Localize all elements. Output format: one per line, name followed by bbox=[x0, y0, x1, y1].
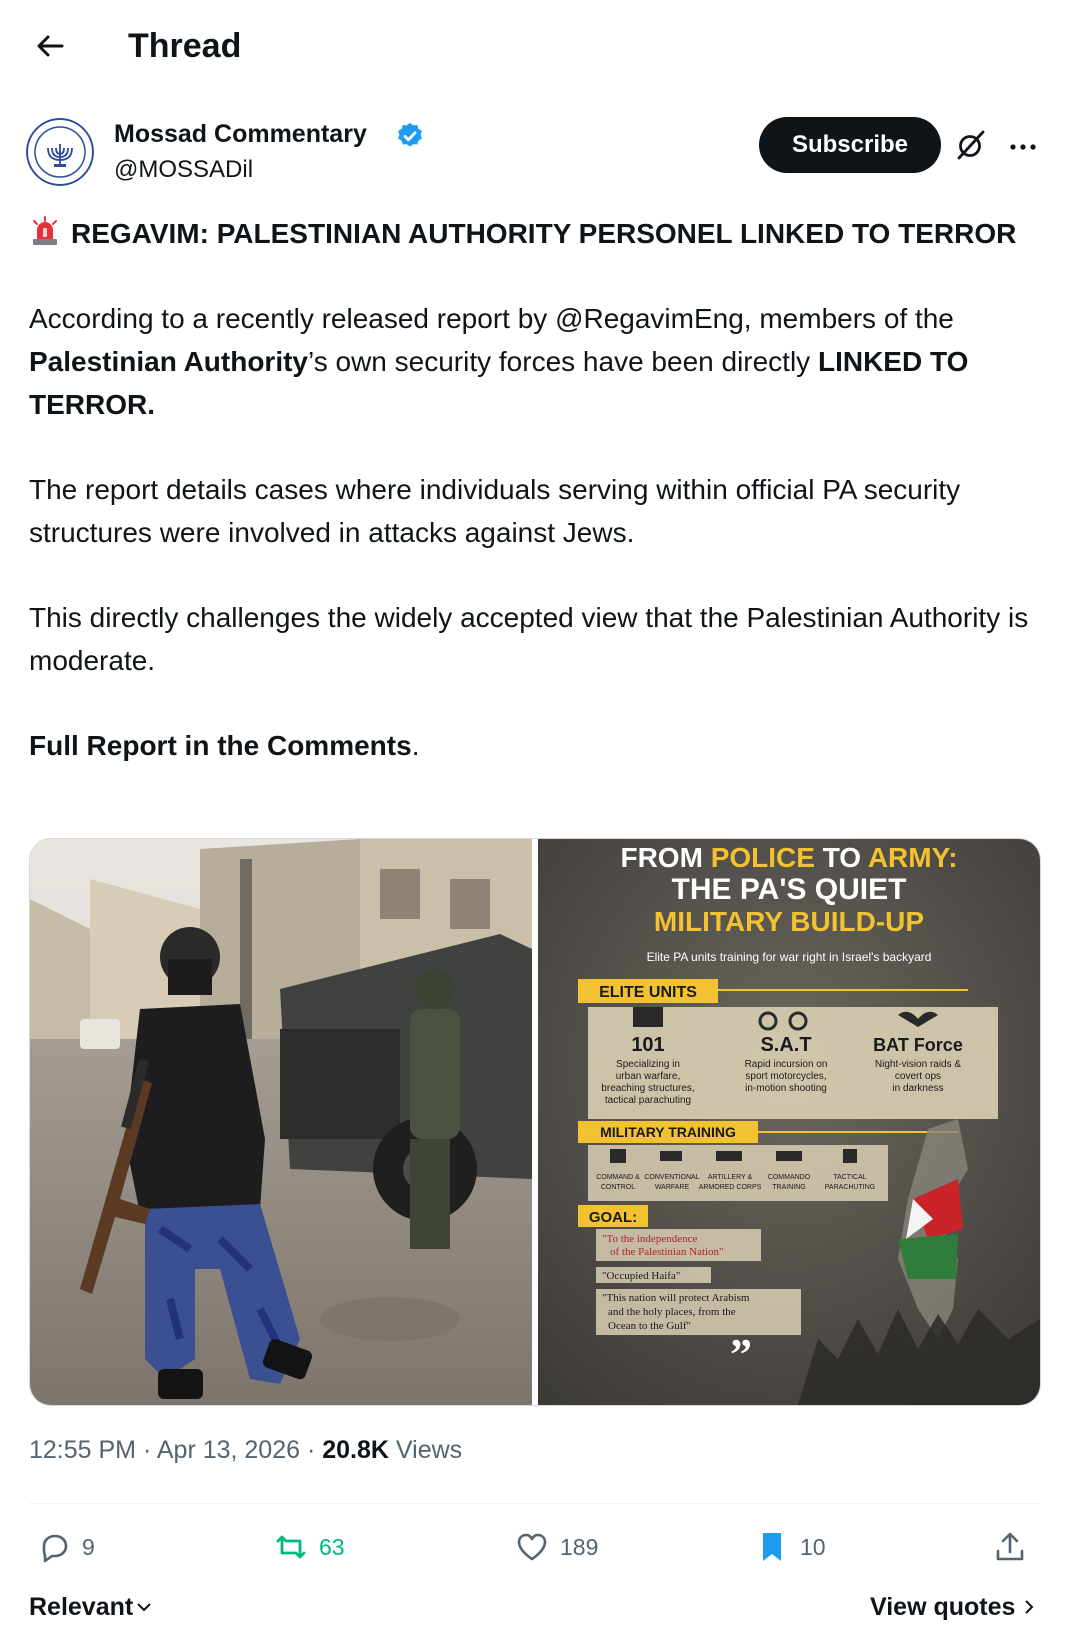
ig-elite-units: ELITE UNITS bbox=[599, 984, 697, 1001]
more-options-icon[interactable] bbox=[1006, 130, 1040, 164]
building-icon bbox=[633, 1007, 663, 1027]
p1-bold-2: LINKED TO TERROR. bbox=[29, 346, 969, 420]
like-button[interactable] bbox=[514, 1525, 598, 1569]
back-arrow-icon[interactable] bbox=[30, 26, 70, 66]
tweet-paragraph-1 bbox=[29, 297, 1039, 426]
reply-button[interactable] bbox=[36, 1525, 95, 1569]
ig-quote-2: "Occupied Haifa" bbox=[602, 1270, 681, 1282]
tweet-meta bbox=[29, 1433, 462, 1467]
share-button[interactable] bbox=[992, 1525, 1038, 1569]
ig-unit-bat-name: BAT Force bbox=[873, 1035, 963, 1055]
views-label: Views bbox=[388, 1436, 463, 1464]
ig-quote-1a: "To the independence bbox=[602, 1233, 698, 1245]
ig-unit-101-d1: Specializing in bbox=[616, 1059, 680, 1070]
ig-quote-3a: "This nation will protect Arabism bbox=[602, 1292, 750, 1304]
sort-relevant-dropdown[interactable] bbox=[29, 1590, 153, 1625]
tweet-date[interactable]: Apr 13, 2026 bbox=[156, 1436, 301, 1464]
ig-goal: GOAL: bbox=[588, 1209, 638, 1226]
divider bbox=[29, 1503, 1039, 1504]
tweet-paragraph-4 bbox=[29, 724, 1039, 767]
headline-text: REGAVIM: PALESTINIAN AUTHORITY PERSONEL LINKED TO TERROR bbox=[71, 218, 1017, 249]
p1-text-b: , members of the bbox=[743, 303, 954, 334]
mention-link[interactable]: @RegavimEng bbox=[555, 303, 744, 334]
tweet-paragraph-2: The report details cases where individuals serving within official PA security structures were involved in attacks against Jews. bbox=[29, 474, 961, 548]
meta-separator-2: · bbox=[300, 1436, 323, 1464]
ig-unit-101-name: 101 bbox=[631, 1034, 665, 1056]
ig-title-line3: MILITARY BUILD-UP bbox=[653, 906, 925, 937]
author-handle[interactable]: @MOSSADil bbox=[114, 156, 254, 183]
ig-unit-101-d2: urban warfare, bbox=[615, 1071, 681, 1082]
repost-count: 63 bbox=[319, 1533, 345, 1560]
p1-text-c: ’s own security forces have been directly bbox=[308, 346, 818, 377]
ig-military-training: MILITARY TRAINING bbox=[600, 1124, 736, 1140]
subscribe-button[interactable]: Subscribe bbox=[759, 117, 941, 173]
thread-header bbox=[0, 0, 1068, 96]
ig-training-1a: COMMAND & bbox=[596, 1174, 640, 1181]
view-quotes-label: View quotes bbox=[870, 1593, 1016, 1621]
ig-training-5b: PARACHUTING bbox=[824, 1184, 876, 1191]
p1-text-a: According to a recently released report by bbox=[29, 303, 556, 334]
ig-quote-1b: of the Palestinian Nation" bbox=[610, 1246, 724, 1258]
p1-bold-1: Palestinian Authority bbox=[29, 346, 309, 377]
ig-quote-mark: ” bbox=[730, 1330, 752, 1379]
verified-badge-icon bbox=[395, 121, 425, 151]
ig-unit-bat-d1: Night-vision raids & bbox=[874, 1059, 962, 1070]
ig-unit-101-d3: breaching structures, bbox=[601, 1083, 695, 1094]
bookmark-count: 10 bbox=[800, 1533, 826, 1560]
like-count: 189 bbox=[560, 1533, 599, 1560]
reply-icon bbox=[36, 1529, 72, 1565]
ig-unit-bat-d3: in darkness bbox=[892, 1083, 944, 1094]
grok-icon[interactable] bbox=[954, 128, 988, 162]
svg-text:FROM POLICE TO ARMY: bbox=[620, 842, 957, 873]
view-quotes-link[interactable] bbox=[870, 1590, 1037, 1625]
ig-unit-sat-d1: Rapid incursion on bbox=[744, 1059, 828, 1070]
repost-button[interactable] bbox=[273, 1525, 345, 1569]
bookmark-button[interactable] bbox=[754, 1525, 826, 1569]
avatar[interactable] bbox=[26, 118, 94, 186]
ig-training-2a: CONVENTIONAL bbox=[644, 1174, 700, 1181]
p4-end: . bbox=[411, 730, 420, 761]
ig-title-police: POLICE bbox=[710, 842, 815, 873]
tweet-paragraph-3: This directly challenges the widely accepted view that the Palestinian Authority is moderate. bbox=[29, 602, 1029, 676]
heart-icon bbox=[514, 1529, 550, 1565]
ig-training-3b: ARMORED CORPS bbox=[698, 1184, 762, 1191]
chevron-right-icon bbox=[1021, 1591, 1037, 1625]
bookmark-icon bbox=[754, 1529, 790, 1565]
ig-quote-3b: and the holy places, from the bbox=[608, 1306, 736, 1318]
page-title: Thread bbox=[128, 27, 242, 65]
tweet-headline bbox=[29, 212, 1039, 255]
author-name[interactable]: Mossad Commentary bbox=[114, 120, 367, 148]
ig-title-from: FROM bbox=[620, 842, 711, 873]
ig-training-4b: TRAINING bbox=[772, 1184, 806, 1191]
meta-separator-1: · bbox=[136, 1436, 157, 1464]
ig-training-5a: TACTICAL bbox=[833, 1174, 867, 1181]
tweet-text bbox=[29, 212, 1039, 767]
repost-icon bbox=[273, 1529, 309, 1565]
soldier-street-photo[interactable] bbox=[30, 839, 532, 1405]
views-count: 20.8K bbox=[322, 1436, 389, 1464]
reply-count: 9 bbox=[82, 1533, 95, 1560]
ig-training-4a: COMMANDO bbox=[767, 1174, 811, 1181]
chevron-down-icon bbox=[135, 1591, 153, 1625]
ig-unit-sat-d3: in-motion shooting bbox=[745, 1083, 827, 1094]
ig-unit-101-d4: tactical parachuting bbox=[604, 1095, 692, 1106]
ig-subtitle: Elite PA units training for war right in Israel's backyard bbox=[646, 950, 932, 964]
share-icon bbox=[992, 1529, 1028, 1565]
ig-unit-sat-d2: sport motorcycles, bbox=[745, 1071, 827, 1082]
sort-label: Relevant bbox=[29, 1593, 134, 1621]
ig-training-1b: CONTROL bbox=[600, 1184, 636, 1191]
ig-quote-3c: Ocean to the Gulf" bbox=[608, 1320, 691, 1332]
ig-training-2b: WARFARE bbox=[654, 1184, 690, 1191]
p4-bold: Full Report in the Comments bbox=[29, 730, 412, 761]
ig-unit-sat-name: S.A.T bbox=[760, 1034, 812, 1056]
infographic-image[interactable] bbox=[538, 839, 1040, 1405]
tweet-time[interactable]: 12:55 PM bbox=[29, 1436, 137, 1464]
ig-title-to: TO bbox=[814, 842, 868, 873]
tweet-media[interactable] bbox=[29, 838, 1041, 1406]
ig-unit-bat-d2: covert ops bbox=[894, 1071, 942, 1082]
siren-emoji-icon bbox=[29, 215, 61, 247]
ig-training-3a: ARTILLERY & bbox=[707, 1174, 753, 1181]
ig-title-line2: THE PA'S QUIET bbox=[671, 873, 907, 906]
ig-title-army: ARMY: bbox=[867, 842, 958, 873]
